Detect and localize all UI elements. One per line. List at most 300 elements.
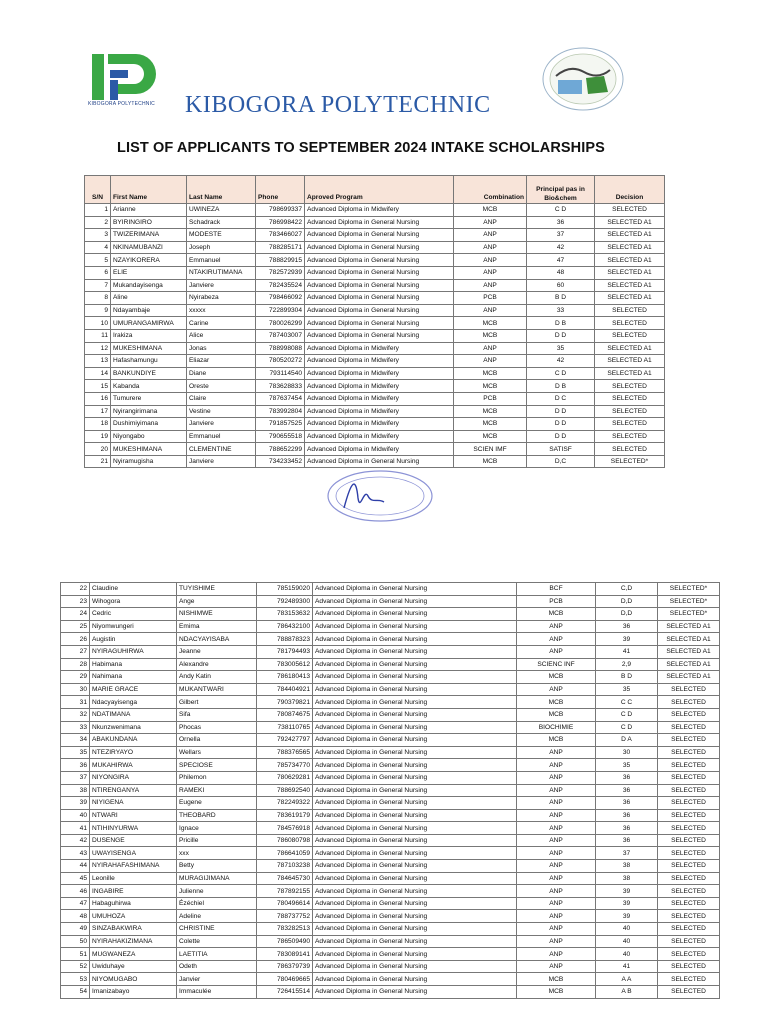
first-name-cell: MARIE GRACE: [90, 683, 177, 696]
last-name-cell: Nyirabeza: [187, 292, 256, 305]
first-name-cell: Tumurere: [111, 392, 187, 405]
last-name-cell: Janvier: [177, 973, 257, 986]
table-row: [61, 746, 720, 759]
combination-cell: ANP: [454, 216, 527, 229]
col-header-principal-pass: Principal pas in Bio&chem: [527, 176, 595, 204]
combination-cell: ANP: [517, 797, 596, 810]
decision-cell: SELECTED A1: [595, 266, 665, 279]
first-name-cell: Nkunzwenimana: [90, 721, 177, 734]
first-name-cell: MUKESHIMANA: [111, 443, 187, 456]
phone-cell: 786641059: [257, 847, 313, 860]
principal-pass-cell: A B: [596, 986, 658, 999]
principal-pass-cell: 41: [596, 960, 658, 973]
phone-cell: 788737752: [257, 910, 313, 923]
combination-cell: MCB: [517, 973, 596, 986]
decision-cell: SELECTED: [658, 986, 720, 999]
principal-pass-cell: D C: [527, 392, 595, 405]
table-row: [85, 216, 665, 229]
program-cell: Advanced Diploma in General Nursing: [313, 809, 517, 822]
last-name-cell: Janviere: [187, 279, 256, 292]
last-name-cell: UWINEZA: [187, 204, 256, 217]
table-row: [61, 721, 720, 734]
phone-cell: 793114540: [256, 367, 305, 380]
decision-cell: SELECTED: [658, 910, 720, 923]
table-body-part2: [61, 583, 720, 999]
combination-cell: MCB: [454, 367, 527, 380]
decision-cell: SELECTED: [595, 304, 665, 317]
principal-pass-cell: 35: [596, 683, 658, 696]
program-cell: Advanced Diploma in General Nursing: [313, 860, 517, 873]
program-cell: Advanced Diploma in General Nursing: [313, 620, 517, 633]
first-name-cell: Nyirangirimana: [111, 405, 187, 418]
last-name-cell: Wellars: [177, 746, 257, 759]
decision-cell: SELECTED A1: [658, 633, 720, 646]
principal-pass-cell: C C: [596, 696, 658, 709]
table-row: [61, 885, 720, 898]
table-row: [61, 910, 720, 923]
last-name-cell: Eugene: [177, 797, 257, 810]
sn-cell: 19: [85, 430, 111, 443]
program-cell: Advanced Diploma in General Nursing: [305, 229, 454, 242]
combination-cell: ANP: [517, 910, 596, 923]
phone-cell: 786080798: [257, 834, 313, 847]
first-name-cell: Cedric: [90, 608, 177, 621]
phone-cell: 790379821: [257, 696, 313, 709]
principal-pass-cell: 36: [596, 822, 658, 835]
phone-cell: 788692540: [257, 784, 313, 797]
first-name-cell: BANKUNDIYE: [111, 367, 187, 380]
last-name-cell: Emmanuel: [187, 430, 256, 443]
first-name-cell: MUKESHIMANA: [111, 342, 187, 355]
sn-cell: 51: [61, 948, 90, 961]
table-row: [61, 872, 720, 885]
phone-cell: 780469665: [257, 973, 313, 986]
table-row: [85, 241, 665, 254]
last-name-cell: Vestine: [187, 405, 256, 418]
sn-cell: 40: [61, 809, 90, 822]
sn-cell: 3: [85, 229, 111, 242]
sn-cell: 2: [85, 216, 111, 229]
first-name-cell: Habaguhirwa: [90, 897, 177, 910]
combination-cell: ANP: [454, 241, 527, 254]
program-cell: Advanced Diploma in Midwifery: [305, 355, 454, 368]
decision-cell: SELECTED: [658, 897, 720, 910]
sn-cell: 6: [85, 266, 111, 279]
table-row: [85, 266, 665, 279]
sn-cell: 11: [85, 329, 111, 342]
col-header-sn: S/N: [85, 176, 111, 204]
sn-cell: 44: [61, 860, 90, 873]
phone-cell: 786180413: [257, 671, 313, 684]
phone-cell: 783153632: [257, 608, 313, 621]
principal-pass-cell: 33: [527, 304, 595, 317]
combination-cell: ANP: [517, 897, 596, 910]
last-name-cell: Philemon: [177, 771, 257, 784]
table-header-row: [85, 176, 665, 204]
sn-cell: 18: [85, 418, 111, 431]
sn-cell: 35: [61, 746, 90, 759]
phone-cell: 782435524: [256, 279, 305, 292]
first-name-cell: UMURANGAMIRWA: [111, 317, 187, 330]
combination-cell: SCIEN IMF: [454, 443, 527, 456]
program-cell: Advanced Diploma in General Nursing: [313, 822, 517, 835]
phone-cell: 783005612: [257, 658, 313, 671]
principal-pass-cell: 36: [596, 771, 658, 784]
principal-pass-cell: 41: [596, 645, 658, 658]
sn-cell: 16: [85, 392, 111, 405]
table-row: [61, 708, 720, 721]
last-name-cell: Sifa: [177, 708, 257, 721]
decision-cell: SELECTED A1: [658, 620, 720, 633]
decision-cell: SELECTED A1: [595, 229, 665, 242]
last-name-cell: Carine: [187, 317, 256, 330]
first-name-cell: ELIE: [111, 266, 187, 279]
combination-cell: ANP: [517, 847, 596, 860]
last-name-cell: Adeline: [177, 910, 257, 923]
last-name-cell: Julienne: [177, 885, 257, 898]
last-name-cell: xxx: [177, 847, 257, 860]
sn-cell: 37: [61, 771, 90, 784]
combination-cell: ANP: [517, 784, 596, 797]
table-row: [85, 279, 665, 292]
last-name-cell: NISHIMWE: [177, 608, 257, 621]
decision-cell: SELECTED A1: [658, 671, 720, 684]
principal-pass-cell: 42: [527, 355, 595, 368]
program-cell: Advanced Diploma in General Nursing: [313, 986, 517, 999]
sn-cell: 29: [61, 671, 90, 684]
col-header-combination: Combination: [454, 176, 527, 204]
last-name-cell: TUYISHIME: [177, 583, 257, 596]
phone-cell: 722899304: [256, 304, 305, 317]
principal-pass-cell: 42: [527, 241, 595, 254]
phone-cell: 781794493: [257, 645, 313, 658]
decision-cell: SELECTED: [658, 960, 720, 973]
sn-cell: 15: [85, 380, 111, 393]
combination-cell: ANP: [517, 834, 596, 847]
sn-cell: 24: [61, 608, 90, 621]
table-row: [85, 254, 665, 267]
last-name-cell: Emima: [177, 620, 257, 633]
sn-cell: 46: [61, 885, 90, 898]
principal-pass-cell: D,D: [596, 595, 658, 608]
phone-cell: 784576918: [257, 822, 313, 835]
table-row: [85, 455, 665, 468]
decision-cell: SELECTED: [658, 885, 720, 898]
principal-pass-cell: C,D: [596, 583, 658, 596]
program-cell: Advanced Diploma in General Nursing: [313, 935, 517, 948]
principal-pass-cell: 36: [596, 834, 658, 847]
phone-cell: 788878323: [257, 633, 313, 646]
first-name-cell: NYIRAHAKIZIMANA: [90, 935, 177, 948]
program-cell: Advanced Diploma in General Nursing: [313, 721, 517, 734]
first-name-cell: NTWARI: [90, 809, 177, 822]
decision-cell: SELECTED: [658, 872, 720, 885]
principal-pass-cell: D B: [527, 317, 595, 330]
table-row: [61, 595, 720, 608]
first-name-cell: UMUHOZA: [90, 910, 177, 923]
decision-cell: SELECTED: [595, 405, 665, 418]
first-name-cell: Wihogora: [90, 595, 177, 608]
phone-cell: 798466092: [256, 292, 305, 305]
combination-cell: MCB: [454, 430, 527, 443]
last-name-cell: Phocas: [177, 721, 257, 734]
sn-cell: 53: [61, 973, 90, 986]
table-row: [85, 342, 665, 355]
first-name-cell: Niyongabo: [111, 430, 187, 443]
program-cell: Advanced Diploma in General Nursing: [313, 708, 517, 721]
table-row: [61, 797, 720, 810]
last-name-cell: RAMEKI: [177, 784, 257, 797]
table-row: [61, 645, 720, 658]
table-row: [61, 771, 720, 784]
program-cell: Advanced Diploma in General Nursing: [305, 254, 454, 267]
principal-pass-cell: C D: [596, 721, 658, 734]
program-cell: Advanced Diploma in General Nursing: [305, 266, 454, 279]
combination-cell: SCIENC INF: [517, 658, 596, 671]
applicants-table-part1: [84, 175, 665, 468]
program-cell: Advanced Diploma in General Nursing: [313, 671, 517, 684]
table-row: [61, 671, 720, 684]
decision-cell: SELECTED A1: [658, 658, 720, 671]
program-cell: Advanced Diploma in General Nursing: [313, 633, 517, 646]
decision-cell: SELECTED A1: [595, 254, 665, 267]
sn-cell: 26: [61, 633, 90, 646]
sn-cell: 8: [85, 292, 111, 305]
combination-cell: ANP: [454, 229, 527, 242]
decision-cell: SELECTED: [595, 204, 665, 217]
first-name-cell: Imanizabayo: [90, 986, 177, 999]
sn-cell: 42: [61, 834, 90, 847]
combination-cell: ANP: [517, 771, 596, 784]
combination-cell: MCB: [454, 329, 527, 342]
decision-cell: SELECTED: [595, 443, 665, 456]
phone-cell: 786998422: [256, 216, 305, 229]
principal-pass-cell: 2,9: [596, 658, 658, 671]
last-name-cell: Emmanuel: [187, 254, 256, 267]
last-name-cell: Alice: [187, 329, 256, 342]
principal-pass-cell: 47: [527, 254, 595, 267]
first-name-cell: Augistin: [90, 633, 177, 646]
program-cell: Advanced Diploma in General Nursing: [313, 948, 517, 961]
first-name-cell: Ndayambaje: [111, 304, 187, 317]
phone-cell: 788829915: [256, 254, 305, 267]
sn-cell: 10: [85, 317, 111, 330]
combination-cell: MCB: [517, 708, 596, 721]
first-name-cell: NIYOMUGABO: [90, 973, 177, 986]
phone-cell: 783089141: [257, 948, 313, 961]
sn-cell: 45: [61, 872, 90, 885]
phone-cell: 787103238: [257, 860, 313, 873]
phone-cell: 787637454: [256, 392, 305, 405]
principal-pass-cell: 36: [596, 784, 658, 797]
first-name-cell: Nahimana: [90, 671, 177, 684]
table-row: [85, 418, 665, 431]
decision-cell: SELECTED*: [658, 583, 720, 596]
program-cell: Advanced Diploma in Midwifery: [305, 430, 454, 443]
decision-cell: SELECTED: [658, 860, 720, 873]
program-cell: Advanced Diploma in General Nursing: [313, 897, 517, 910]
decision-cell: SELECTED: [658, 734, 720, 747]
principal-pass-cell: 39: [596, 910, 658, 923]
table-row: [61, 923, 720, 936]
sn-cell: 33: [61, 721, 90, 734]
combination-cell: MCB: [517, 734, 596, 747]
decision-cell: SELECTED: [658, 809, 720, 822]
phone-cell: 791857525: [256, 418, 305, 431]
seal-emblem: [540, 46, 626, 112]
table-row: [61, 897, 720, 910]
applicants-table-part2: [60, 582, 720, 999]
program-cell: Advanced Diploma in General Nursing: [313, 608, 517, 621]
program-cell: Advanced Diploma in Midwifery: [305, 443, 454, 456]
last-name-cell: MODESTE: [187, 229, 256, 242]
phone-cell: 783466027: [256, 229, 305, 242]
decision-cell: SELECTED: [595, 317, 665, 330]
combination-cell: ANP: [454, 266, 527, 279]
combination-cell: MCB: [517, 671, 596, 684]
phone-cell: 780874675: [257, 708, 313, 721]
last-name-cell: Eliazar: [187, 355, 256, 368]
principal-pass-cell: 36: [596, 809, 658, 822]
decision-cell: SELECTED: [595, 329, 665, 342]
table-row: [61, 986, 720, 999]
principal-pass-cell: C D: [527, 367, 595, 380]
decision-cell: SELECTED: [658, 771, 720, 784]
sn-cell: 38: [61, 784, 90, 797]
combination-cell: PCB: [517, 595, 596, 608]
phone-cell: 780026299: [256, 317, 305, 330]
sn-cell: 21: [85, 455, 111, 468]
principal-pass-cell: C D: [596, 708, 658, 721]
table-row: [61, 960, 720, 973]
sn-cell: 43: [61, 847, 90, 860]
phone-cell: 783619179: [257, 809, 313, 822]
table-row: [61, 759, 720, 772]
sn-cell: 25: [61, 620, 90, 633]
principal-pass-cell: D,D: [596, 608, 658, 621]
sn-cell: 52: [61, 960, 90, 973]
principal-pass-cell: 36: [527, 216, 595, 229]
decision-cell: SELECTED*: [595, 455, 665, 468]
program-cell: Advanced Diploma in General Nursing: [313, 910, 517, 923]
principal-pass-cell: 39: [596, 633, 658, 646]
principal-pass-cell: D A: [596, 734, 658, 747]
decision-cell: SELECTED: [658, 696, 720, 709]
decision-cell: SELECTED: [595, 430, 665, 443]
decision-cell: SELECTED: [595, 418, 665, 431]
school-name: KIBOGORA POLYTECHNIC: [185, 92, 491, 118]
decision-cell: SELECTED: [595, 392, 665, 405]
table-row: [61, 860, 720, 873]
table-row: [85, 430, 665, 443]
table-row: [61, 658, 720, 671]
table-row: [85, 317, 665, 330]
table-row: [85, 405, 665, 418]
combination-cell: ANP: [517, 683, 596, 696]
last-name-cell: Claire: [187, 392, 256, 405]
program-cell: Advanced Diploma in General Nursing: [313, 885, 517, 898]
principal-pass-cell: D D: [527, 430, 595, 443]
sn-cell: 34: [61, 734, 90, 747]
combination-cell: ANP: [454, 342, 527, 355]
program-cell: Advanced Diploma in Midwifery: [305, 367, 454, 380]
first-name-cell: Arianne: [111, 204, 187, 217]
table-row: [85, 304, 665, 317]
program-cell: Advanced Diploma in General Nursing: [313, 923, 517, 936]
decision-cell: SELECTED: [658, 923, 720, 936]
decision-cell: SELECTED: [658, 948, 720, 961]
principal-pass-cell: 30: [596, 746, 658, 759]
first-name-cell: SINZABAKWIRA: [90, 923, 177, 936]
table-row: [61, 847, 720, 860]
sn-cell: 1: [85, 204, 111, 217]
col-header-phone: Phone: [256, 176, 305, 204]
sn-cell: 17: [85, 405, 111, 418]
last-name-cell: Immaculée: [177, 986, 257, 999]
phone-cell: 787892155: [257, 885, 313, 898]
phone-cell: 786432100: [257, 620, 313, 633]
table-row: [61, 973, 720, 986]
principal-pass-cell: C D: [527, 204, 595, 217]
decision-cell: SELECTED: [658, 759, 720, 772]
decision-cell: SELECTED: [658, 935, 720, 948]
program-cell: Advanced Diploma in General Nursing: [313, 797, 517, 810]
combination-cell: MCB: [454, 405, 527, 418]
principal-pass-cell: 39: [596, 897, 658, 910]
first-name-cell: DUSENGE: [90, 834, 177, 847]
table-row: [85, 367, 665, 380]
phone-cell: 788652299: [256, 443, 305, 456]
phone-cell: 785734770: [257, 759, 313, 772]
last-name-cell: Gilbert: [177, 696, 257, 709]
phone-cell: 783628833: [256, 380, 305, 393]
principal-pass-cell: 40: [596, 948, 658, 961]
document-title: LIST OF APPLICANTS TO SEPTEMBER 2024 INTAKE SCHOLARSHIPS: [117, 140, 605, 156]
combination-cell: ANP: [517, 809, 596, 822]
program-cell: Advanced Diploma in General Nursing: [313, 973, 517, 986]
program-cell: Advanced Diploma in General Nursing: [313, 759, 517, 772]
decision-cell: SELECTED: [658, 746, 720, 759]
principal-pass-cell: 35: [596, 759, 658, 772]
principal-pass-cell: SATISF: [527, 443, 595, 456]
program-cell: Advanced Diploma in Midwifery: [305, 392, 454, 405]
first-name-cell: Hafashamungu: [111, 355, 187, 368]
first-name-cell: NTIHINYURWA: [90, 822, 177, 835]
decision-cell: SELECTED*: [658, 595, 720, 608]
last-name-cell: Janviere: [187, 418, 256, 431]
principal-pass-cell: 48: [527, 266, 595, 279]
combination-cell: BIOCHIMIE: [517, 721, 596, 734]
col-header-decision: Decision: [595, 176, 665, 204]
principal-pass-cell: A A: [596, 973, 658, 986]
table-row: [85, 355, 665, 368]
decision-cell: SELECTED: [658, 708, 720, 721]
table-row: [61, 822, 720, 835]
sn-cell: 30: [61, 683, 90, 696]
table-row: [85, 443, 665, 456]
program-cell: Advanced Diploma in General Nursing: [313, 847, 517, 860]
principal-pass-cell: 37: [527, 229, 595, 242]
combination-cell: MCB: [454, 380, 527, 393]
program-cell: Advanced Diploma in General Nursing: [313, 960, 517, 973]
last-name-cell: Pricille: [177, 834, 257, 847]
col-header-program: Aproved Program: [305, 176, 454, 204]
first-name-cell: Uwiduhaye: [90, 960, 177, 973]
sn-cell: 20: [85, 443, 111, 456]
phone-cell: 792489300: [257, 595, 313, 608]
phone-cell: 788376565: [257, 746, 313, 759]
sn-cell: 31: [61, 696, 90, 709]
